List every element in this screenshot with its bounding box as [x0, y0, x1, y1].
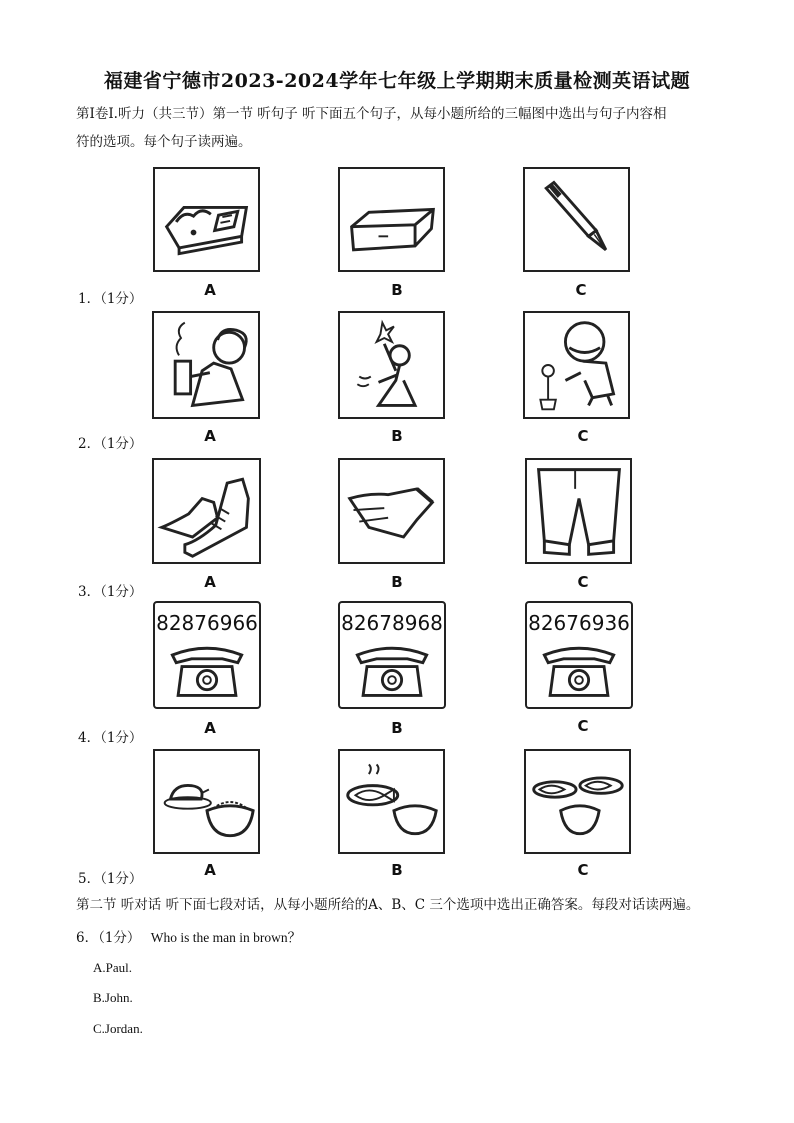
q5-option-b-image[interactable]	[338, 749, 445, 854]
q2-option-c-label: C	[577, 427, 589, 445]
telephone-icon	[155, 603, 259, 707]
q1-option-c-image[interactable]	[523, 167, 630, 272]
boy-cooking-icon	[154, 313, 258, 417]
q4-option-b-label: B	[391, 719, 403, 737]
q5-option-a-label: A	[204, 861, 216, 879]
boy-watering-flowers-icon	[525, 313, 628, 417]
q4-option-a-label: A	[204, 719, 216, 737]
q5-option-c-label: C	[577, 861, 589, 879]
q5-option-c-image[interactable]	[524, 749, 631, 854]
q2-option-b-image[interactable]	[338, 311, 445, 419]
q5-option-b-label: B	[391, 861, 403, 879]
q2-option-a-image[interactable]	[152, 311, 260, 419]
q3-option-b-label: B	[391, 573, 403, 591]
instructions-line-1: 第Ⅰ卷Ⅰ.听力（共三节）第一节 听句子 听下面五个句子，从每小题所给的三幅图中选出与句子内容相	[76, 106, 667, 122]
question-1-label: 1．（1分）	[78, 291, 143, 307]
section-2-instructions: 第二节 听对话 听下面七段对话，从每小题所给的A、B、C 三个选项中选出正确答案。每段对话读两遍。	[76, 897, 700, 913]
q4-option-c-image[interactable]	[525, 601, 633, 709]
question-4-label: 4．（1分）	[78, 730, 143, 746]
q1-option-a-label: A	[204, 281, 216, 299]
q1-option-a-image[interactable]	[153, 167, 260, 272]
q3-option-c-image[interactable]	[525, 458, 632, 564]
q2-option-c-image[interactable]	[523, 311, 630, 419]
q4-option-a-image[interactable]	[153, 601, 261, 709]
q3-option-a-image[interactable]	[152, 458, 261, 564]
question-2-label: 2．（1分）	[78, 436, 143, 452]
q1-option-c-label: C	[575, 281, 587, 299]
q6-choice-c[interactable]: C.Jordan.	[93, 1021, 143, 1036]
telephone-icon	[527, 603, 631, 707]
q6-choice-b[interactable]: B.John.	[93, 990, 133, 1005]
question-6-label: 6．（1分）	[76, 930, 141, 946]
phone-number-a: 82876966	[156, 611, 258, 635]
gloves-icon	[340, 460, 443, 562]
phone-number-c: 82676936	[528, 611, 630, 635]
q1-option-b-label: B	[391, 281, 403, 299]
q2-option-b-label: B	[391, 427, 403, 445]
q1-option-b-image[interactable]	[338, 167, 445, 272]
instructions-line-2: 符的选项。每个句子读两遍。	[76, 134, 252, 150]
telephone-icon	[340, 603, 444, 707]
question-6	[76, 926, 301, 946]
eraser-icon	[340, 169, 443, 270]
q5-option-a-image[interactable]	[153, 749, 260, 854]
sneakers-icon	[154, 460, 259, 562]
chicken-and-rice-icon	[155, 751, 258, 852]
two-fish-and-rice-icon	[526, 751, 629, 852]
question-6-text: Who is the man in brown？	[150, 930, 302, 945]
trousers-icon	[527, 460, 630, 562]
q2-option-a-label: A	[204, 427, 216, 445]
q3-option-a-label: A	[204, 573, 216, 591]
page-title: 福建省宁德市2023-2024学年七年级上学期期末质量检测英语试题	[103, 70, 691, 92]
girl-dancing-icon	[340, 313, 443, 417]
q4-option-b-image[interactable]	[338, 601, 446, 709]
question-3-label: 3．（1分）	[78, 584, 143, 600]
q6-choice-a[interactable]: A.Paul.	[93, 960, 132, 975]
fountain-pen-icon	[525, 169, 628, 270]
q3-option-c-label: C	[577, 573, 589, 591]
pencil-box-icon	[155, 169, 258, 270]
phone-number-b: 82678968	[341, 611, 443, 635]
question-5-label: 5．（1分）	[78, 871, 143, 887]
fish-and-rice-icon	[340, 751, 443, 852]
q3-option-b-image[interactable]	[338, 458, 445, 564]
listening-instructions	[76, 100, 726, 156]
q4-option-c-label: C	[577, 717, 589, 735]
